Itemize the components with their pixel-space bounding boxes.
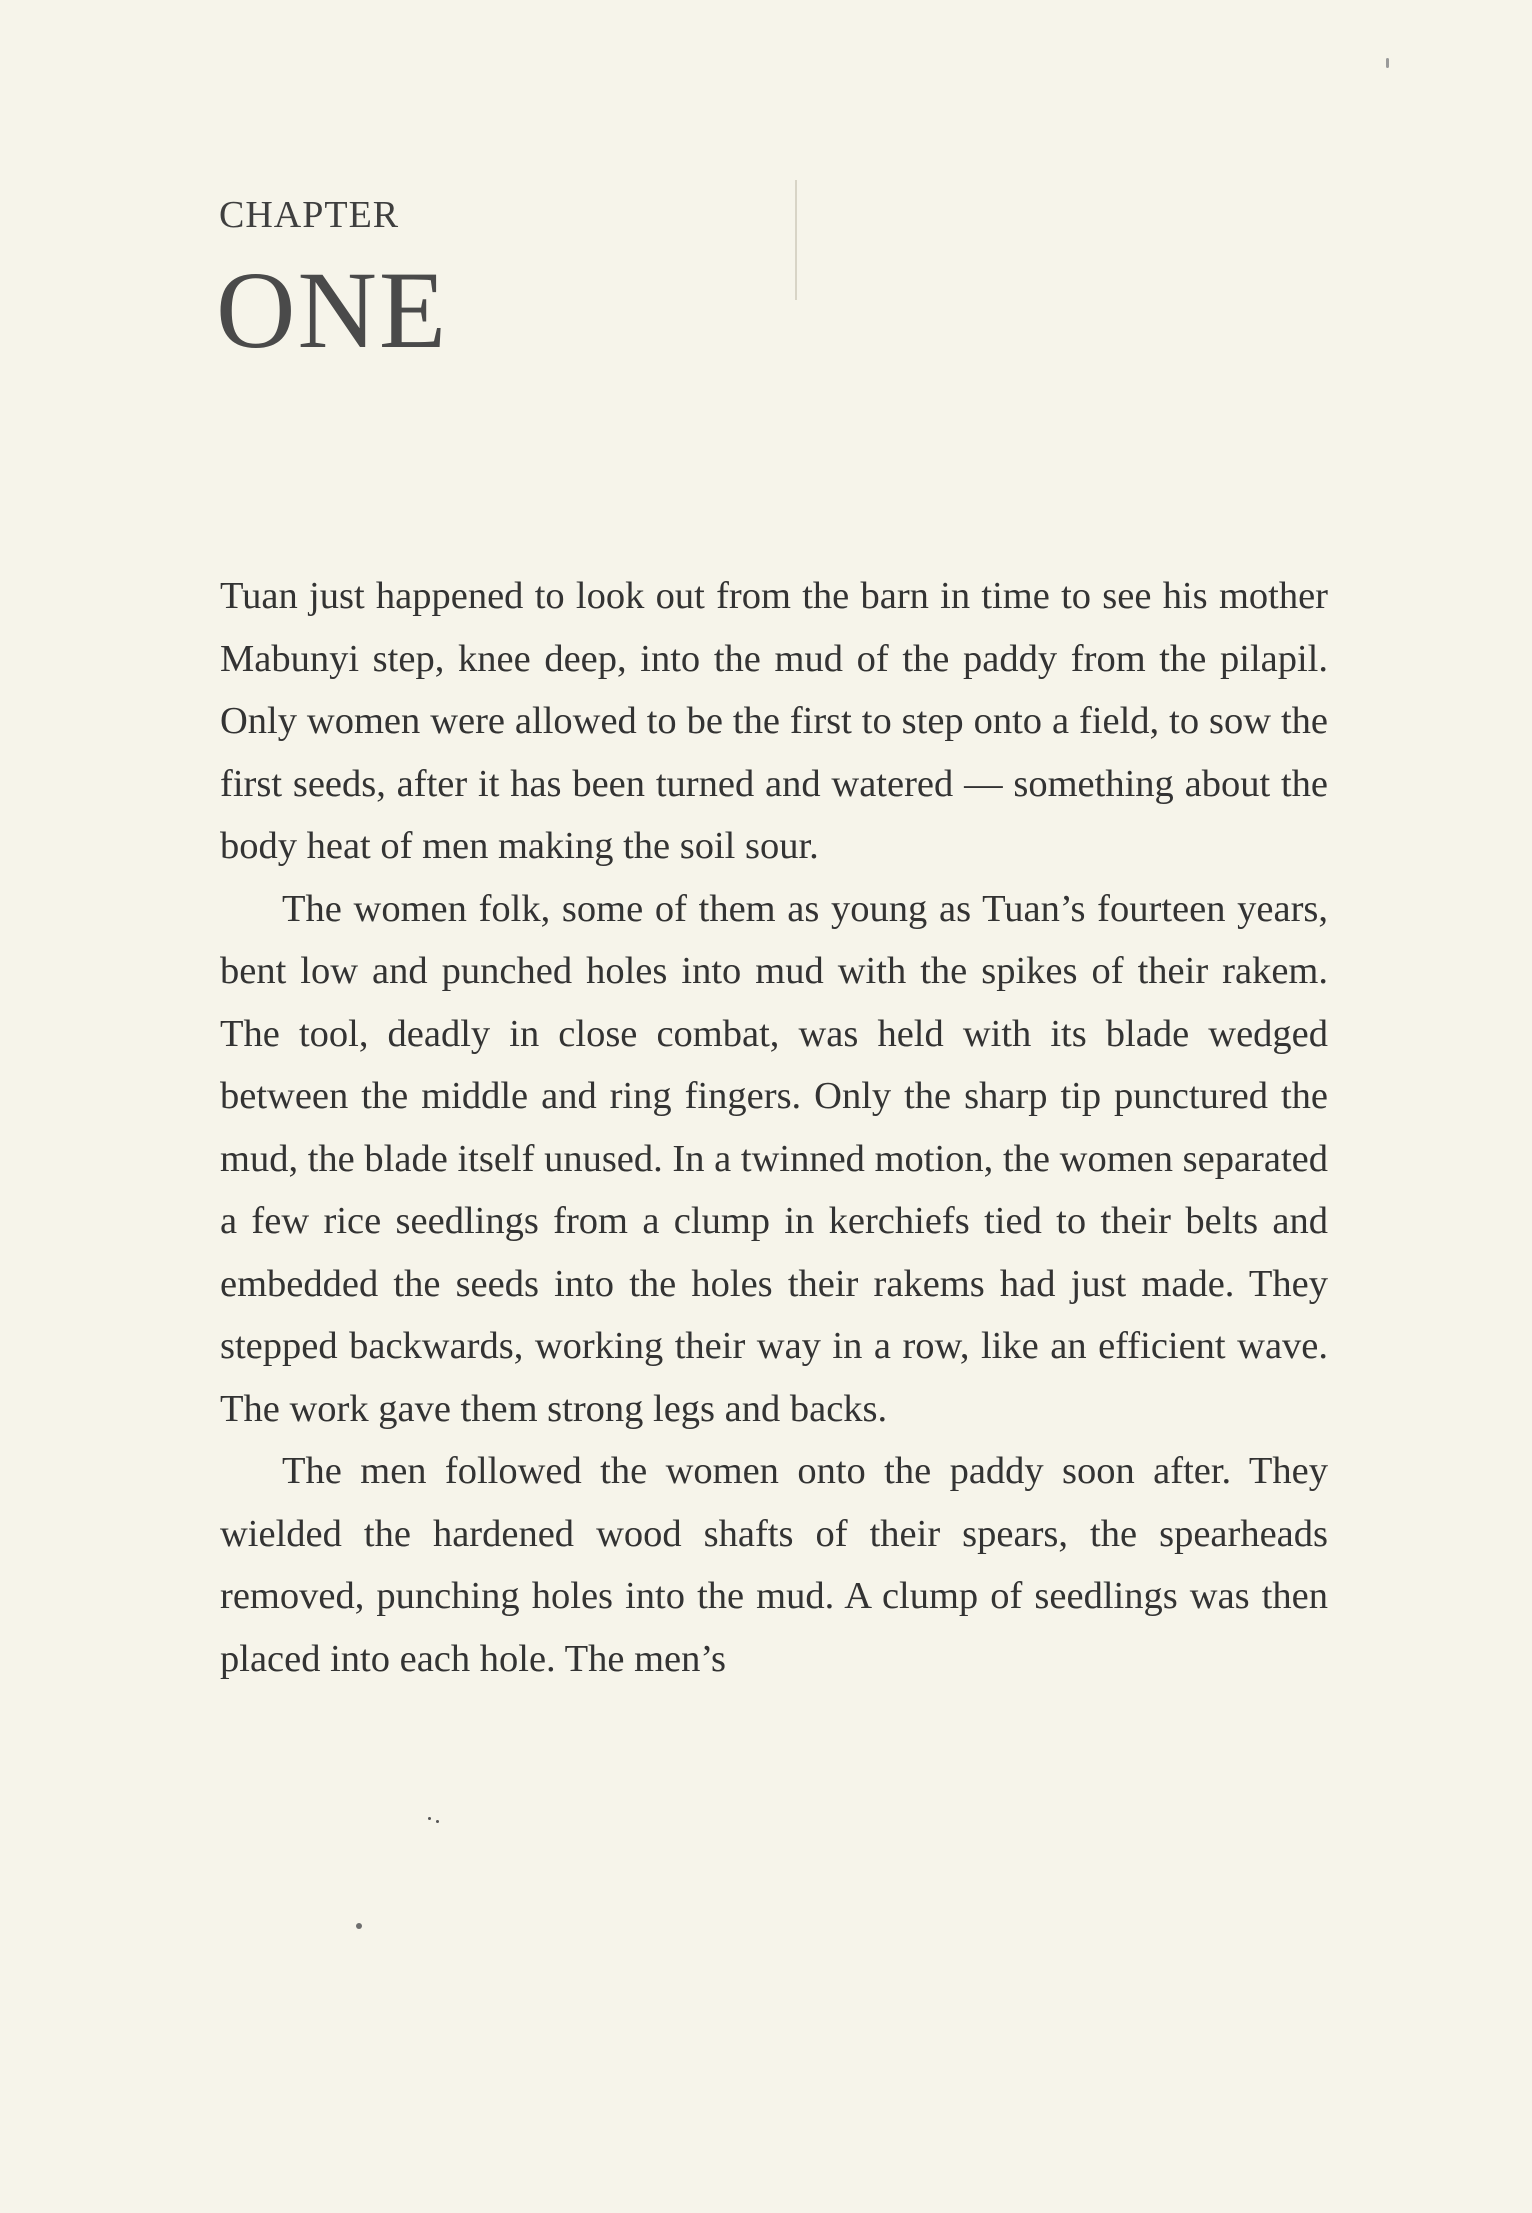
paragraph-2: The women folk, some of them as young as Tuan’s fourteen years, bent low and punched holes into mud with the spikes of their rakem. The tool, deadly in close combat, was held with its blade wedged between the middle and ring fingers. Only the sharp tip punctured the mud, the blade itself unused. In a twinned motion, the women separated a few rice seedlings from a clump in kerchiefs tied to their belts and embedded the seeds into the holes their rakems had just made. They stepped backwards, working their way in a row, like an efficient wave. The work gave them strong legs and backs. (220, 887, 1328, 1430)
page-speck (356, 1923, 362, 1929)
paragraph-1: Tuan just happened to look out from the barn in time to see his mother Mabunyi step, knee deep, into the mud of the paddy from the pilapil. Only women were allowed to be the first to step onto a field, to sow the first seeds, after it has been turned and watered — something about the body heat of men making the soil sour. (220, 575, 1328, 867)
page-speck (1386, 58, 1389, 68)
chapter-body (220, 565, 1328, 1690)
page-speck (436, 1820, 439, 1823)
chapter-number: ONE (216, 249, 449, 371)
page-speck (428, 1817, 431, 1820)
chapter-label: CHAPTER (219, 194, 400, 236)
paragraph-3: The men followed the women onto the paddy soon after. They wielded the hardened wood shafts of their spears, the spearheads removed, punching holes into the mud. A clump of seedlings was then placed into each hole. The men’s (220, 1450, 1328, 1680)
page-edge-mark (795, 180, 797, 300)
